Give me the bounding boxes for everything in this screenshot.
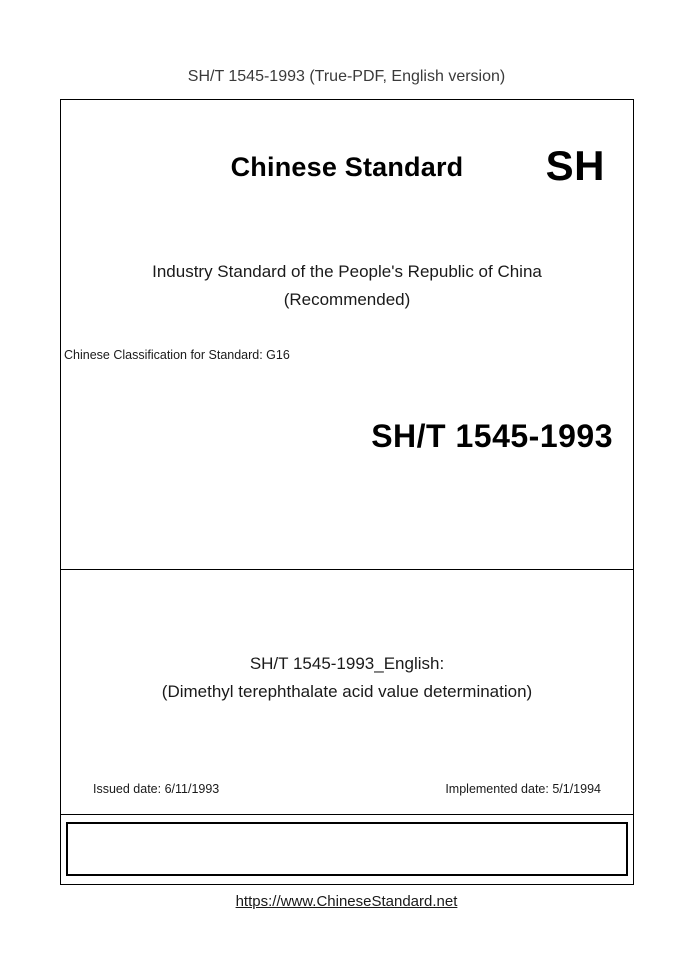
cover-subtitle-line-2: (Recommended) [283, 290, 411, 309]
english-title-line-1: SH/T 1545-1993_English: [249, 654, 445, 673]
classification-code: Chinese Classification for Standard: G16 [64, 348, 290, 362]
english-title-line-2: (Dimethyl terephthalate acid value determination) [161, 682, 533, 701]
issued-date: Issued date: 6/11/1993 [93, 782, 220, 796]
title-row [61, 142, 633, 202]
english-title [61, 650, 633, 706]
cover-main-title: Chinese Standard [230, 152, 464, 182]
cover-subtitle [61, 258, 633, 314]
standard-cover-frame [60, 99, 634, 885]
dates-row [61, 782, 633, 796]
issuing-authority-bar [61, 815, 633, 881]
cover-subtitle-line-1: Industry Standard of the People's Republic of China [152, 262, 542, 281]
standard-number: SH/T 1545-1993 [371, 418, 613, 454]
implemented-date: Implemented date: 5/1/1994 [445, 782, 601, 796]
cover-lower-section [61, 570, 633, 815]
issuing-authority-box [66, 822, 628, 876]
source-site-link[interactable]: https://www.ChineseStandard.net [235, 893, 458, 910]
page-caption: SH/T 1545-1993 (True-PDF, English version) [187, 68, 506, 85]
series-mark: SH [545, 142, 605, 189]
cover-upper-section [61, 100, 633, 570]
